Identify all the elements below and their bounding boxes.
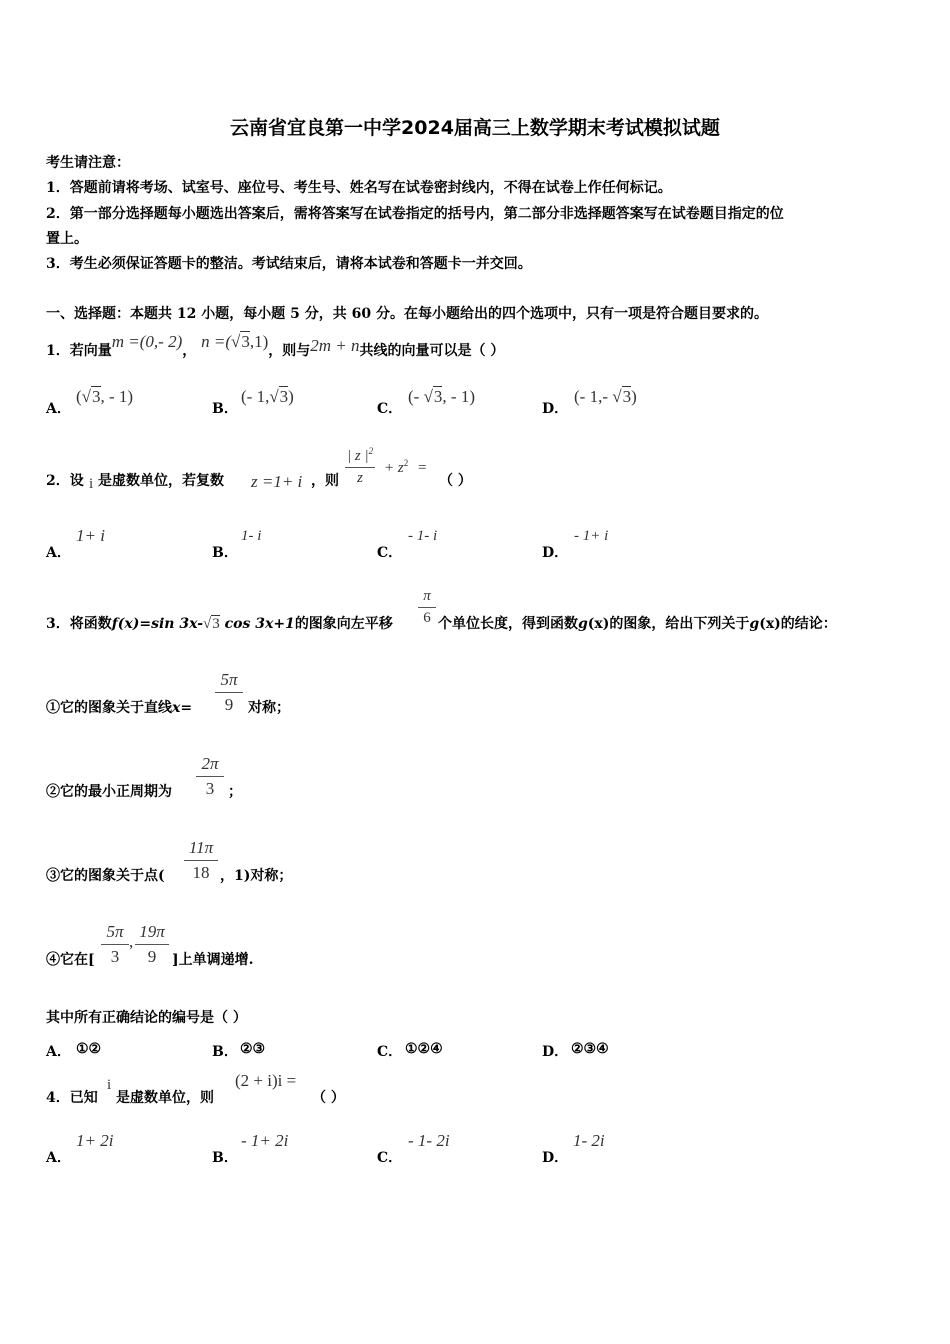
- q2-i: i: [89, 476, 94, 492]
- q3-option-b[interactable]: ②③: [240, 1041, 266, 1057]
- notice-item-2-line-2: 置上。: [46, 231, 88, 247]
- q2-option-b-label[interactable]: B．: [212, 545, 238, 561]
- q1-mid: ，则与: [268, 343, 311, 359]
- q3-statement-1-fraction: $\frac{5\pi}{9}$: [215, 670, 243, 715]
- q2-option-b[interactable]: 1- i: [241, 528, 262, 544]
- q2-option-d[interactable]: - 1+ i: [574, 528, 609, 544]
- notice-item-1: 1．答题前请将考场、试室号、座位号、考生号、姓名写在试卷密封线内，不得在试卷上作任何标记。: [46, 180, 672, 196]
- q3-statement-3-fraction: $\frac{11\pi}{18}$: [184, 838, 218, 883]
- q2-option-c-label[interactable]: C．: [377, 545, 403, 561]
- q1-stem: [46, 332, 505, 360]
- q2-mid-1: 是虚数单位，若复数: [98, 473, 224, 489]
- q3-option-d[interactable]: ②③④: [571, 1041, 609, 1057]
- q3-option-a-label[interactable]: A．: [46, 1044, 71, 1060]
- q3-function-sqrt: √3: [203, 616, 220, 632]
- q2-fraction: $\frac{| z |^2}{z}$: [347, 446, 374, 486]
- q2-option-a[interactable]: 1+ i: [76, 526, 105, 545]
- q3-shift-fraction: $\frac{\pi}{6}$: [418, 588, 436, 627]
- q2-plus-z: + $z^2$ =: [384, 458, 427, 476]
- q3-statement-4-fraction-2: $\frac{19\pi}{9}$: [135, 922, 169, 967]
- q1-sep: ，: [182, 343, 197, 359]
- q1-option-c-label[interactable]: C．: [377, 401, 403, 417]
- q3-mid: 的图象向左平移: [294, 616, 393, 632]
- q1-option-a-label[interactable]: A．: [46, 401, 71, 417]
- q4-i: i: [107, 1077, 112, 1093]
- q2-option-a-label[interactable]: A．: [46, 545, 71, 561]
- q2-z-expr: z =1+ i: [251, 472, 303, 491]
- q3-stem-tail: 个单位长度，得到函数g(x)的图象，给出下列关于g(x)的结论：: [438, 616, 837, 632]
- q1-option-d[interactable]: (- 1,- √3): [574, 387, 637, 406]
- q4-option-d[interactable]: 1- 2i: [573, 1131, 605, 1150]
- q4-option-c-label[interactable]: C．: [377, 1150, 403, 1166]
- q4-lead: 4．已知: [46, 1090, 98, 1106]
- q1-combo: 2m + n: [310, 336, 360, 355]
- notice-item-2-line-1: 2．第一部分选择题每小题选出答案后，需将答案写在试卷指定的括号内，第二部分非选择题答案写在试卷题目指定的位: [46, 206, 784, 222]
- q2-option-d-label[interactable]: D．: [542, 545, 569, 561]
- q1-option-b-label[interactable]: B．: [212, 401, 238, 417]
- q4-mid: 是虚数单位，则: [116, 1090, 214, 1106]
- q3-function-a: f(x)=sin 3x-: [111, 616, 204, 632]
- q3-statement-4-tail: ]上单调递增.: [172, 952, 254, 968]
- q1-tail: 共线的向量可以是（ ）: [359, 343, 505, 359]
- q2-mid-2: ，则: [311, 473, 339, 489]
- q3-option-a[interactable]: ①②: [76, 1041, 102, 1057]
- q3-statement-1: ①它的图象关于直线x=: [46, 700, 193, 716]
- q3-stem: [46, 613, 393, 633]
- q1-option-a[interactable]: (√3, - 1): [76, 387, 134, 406]
- q3-statement-2-fraction: $\frac{2\pi}{3}$: [196, 754, 224, 799]
- q4-option-a[interactable]: 1+ 2i: [76, 1131, 114, 1150]
- q3-option-b-label[interactable]: B．: [212, 1044, 238, 1060]
- q3-option-d-label[interactable]: D．: [542, 1044, 569, 1060]
- q3-option-c[interactable]: ①②④: [405, 1041, 443, 1057]
- q4-option-d-label[interactable]: D．: [542, 1150, 569, 1166]
- q4-option-c[interactable]: - 1- 2i: [408, 1131, 450, 1150]
- q3-statement-4-fraction-1: $\frac{5\pi}{3}$: [101, 922, 129, 967]
- q2-lead: 2．设: [46, 473, 84, 489]
- q4-option-a-label[interactable]: A．: [46, 1150, 71, 1166]
- q3-statement-2-tail: ；: [228, 784, 242, 800]
- q4-expr: (2 + i)i =: [235, 1071, 297, 1090]
- q3-statement-4: ④它在[: [46, 952, 95, 968]
- q3-statement-3-tail: ，1)对称；: [220, 868, 293, 884]
- q3-lead: 3．将函数: [46, 616, 112, 632]
- page-title: 云南省宜良第一中学2024届高三上数学期末考试模拟试题: [230, 117, 720, 139]
- q3-option-c-label[interactable]: C．: [377, 1044, 403, 1060]
- q3-statement-3: ③它的图象关于点(: [46, 868, 165, 884]
- q3-question: 其中所有正确结论的编号是（ ）: [46, 1010, 247, 1026]
- q1-vector-m: m =(0,- 2): [111, 332, 183, 351]
- q1-option-d-label[interactable]: D．: [542, 401, 569, 417]
- q1-option-b[interactable]: (- 1,√3): [241, 387, 294, 406]
- q4-option-b[interactable]: - 1+ 2i: [241, 1131, 289, 1150]
- q2-tail: （ ）: [439, 473, 472, 489]
- q3-statement-2: ②它的最小正周期为: [46, 784, 172, 800]
- q4-option-b-label[interactable]: B．: [212, 1150, 238, 1166]
- q4-tail: （ ）: [312, 1090, 345, 1106]
- q1-option-c[interactable]: (- √3, - 1): [408, 387, 475, 406]
- q1-vector-n: n =(√3,1): [201, 332, 269, 351]
- q3-statement-1-tail: 对称；: [248, 700, 290, 716]
- q2-option-c[interactable]: - 1- i: [408, 528, 438, 544]
- notice-heading: 考生请注意：: [46, 155, 130, 171]
- section-heading: 一、选择题：本题共 12 小题，每小题 5 分，共 60 分。在每小题给出的四个选项中，只有一项是符合题目要求的。: [46, 306, 768, 322]
- q1-lead: 1．若向量: [46, 343, 112, 359]
- q3-statement-4-comma: ,: [129, 932, 134, 951]
- q3-function-b: cos 3x+1: [224, 616, 295, 632]
- notice-item-3: 3．考生必须保证答题卡的整洁。考试结束后，请将本试卷和答题卡一并交回。: [46, 256, 532, 272]
